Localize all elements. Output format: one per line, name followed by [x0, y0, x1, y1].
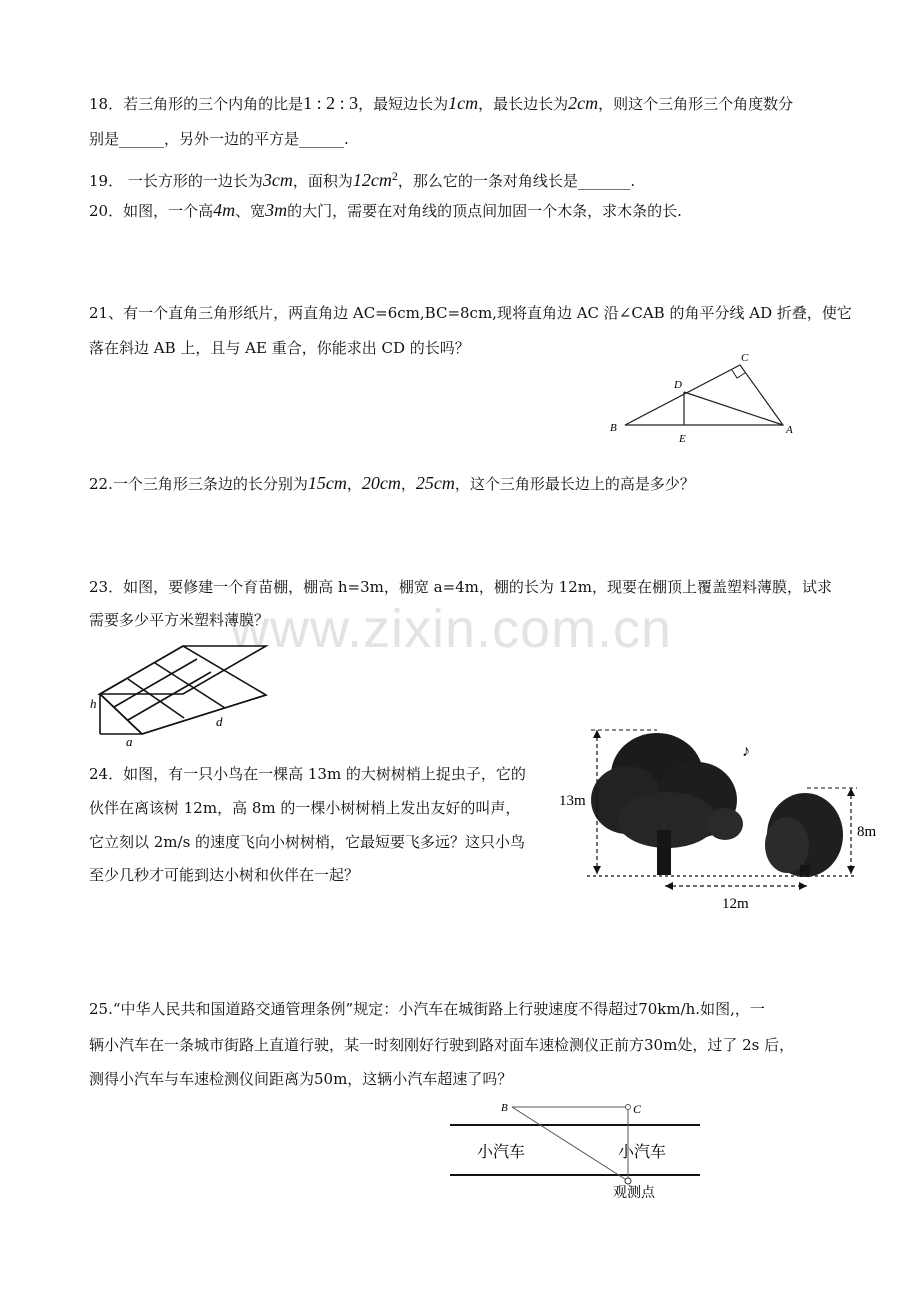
q21-right-angle-mark [732, 370, 745, 378]
q19-text-post: ，那么它的一条对角线长是_______. [397, 172, 636, 190]
q22-side-a: 15cm [307, 473, 347, 493]
q23-aux [183, 694, 266, 695]
q23-grid-line-2 [128, 672, 211, 720]
q19-area-exponent: 2 [391, 169, 398, 183]
arrow-up-icon [593, 730, 601, 738]
q25-line1: 25.“中华人民共和国道路交通管理条例”规定：小汽车在城街路上行驶速度不得超过70km/h.如图,，一 [89, 1000, 765, 1018]
q22-side-b: 20cm [361, 473, 401, 493]
label-13m: 13m [559, 793, 586, 809]
big-tree-icon [591, 733, 743, 875]
q22-side-c: 25cm [415, 473, 455, 493]
q22-sep1: ， [346, 475, 362, 493]
q18-ratio: 1 : 2 : 3 [303, 93, 359, 113]
q25-label-observation-point: 观测点 [613, 1186, 655, 1201]
q18-text-pre: 18．若三角形的三个内角的比是 [89, 95, 304, 113]
q22-text-post: ，这个三角形最长边上的高是多少？ [454, 475, 695, 493]
q21-label-C: C [741, 352, 749, 364]
arrow-down-icon-2 [847, 866, 855, 874]
q23-roof-outline [100, 646, 266, 734]
q25-label-C: C [633, 1102, 642, 1116]
q23-grid-line-1 [114, 659, 197, 707]
q20-text-pre: 20．如图，一个高 [89, 202, 214, 220]
q25-line2: 辆小汽车在一条城市街路上直道行驶，某一时刻刚好行驶到路对面车速检测仪正前方30m处，过了 2s 后， [89, 1036, 795, 1054]
q24-line3: 它立刻以 2m/s 的速度飞向小树树梢，它最短要飞多远？这只小鸟 [89, 833, 526, 851]
q19-line [89, 165, 635, 192]
q18-line2: 别是______，另外一边的平方是______. [89, 130, 349, 148]
q24-line1: 24．如图，有一只小鸟在一棵高 13m 的大树树梢上捉虫子，它的 [89, 765, 526, 783]
q20-text-mid: 、宽 [235, 202, 266, 220]
q23-aux2 [142, 646, 183, 734]
q23-grid-line-3 [128, 679, 184, 718]
segment-B-observer [512, 1107, 628, 1181]
q18-short-side: 1cm [448, 93, 479, 113]
q21-triangle-figure [600, 345, 800, 445]
small-tree-icon [765, 793, 843, 877]
q23-grid-line-4 [155, 663, 225, 708]
q23-roof-top [100, 646, 266, 694]
label-12m: 12m [722, 896, 749, 912]
q20-line [89, 199, 682, 222]
q24-trees-figure [557, 720, 887, 920]
arrow-down-icon [593, 866, 601, 874]
q25-road-figure [440, 1095, 710, 1210]
watermark: www.zixin.com.cn [230, 599, 673, 659]
q21-triangle [625, 365, 783, 425]
q25-label-B: B [501, 1102, 508, 1114]
q22-line [89, 472, 695, 495]
q20-width: 3m [265, 200, 288, 220]
q25-line3: 测得小汽车与车速检测仪间距离为50m，这辆小汽车超速了吗？ [89, 1070, 513, 1088]
q18-text-mid2: ，最长边长为 [478, 95, 569, 113]
q19-side: 3cm [262, 170, 293, 190]
arrow-left-icon [665, 882, 673, 890]
q19-text-mid: ，面积为 [292, 172, 353, 190]
q21-label-D: D [674, 379, 682, 391]
q23-label-a: a [126, 734, 133, 749]
q23-line2: 需要多少平方米塑料薄膜？ [89, 611, 270, 629]
q22-sep2: ， [400, 475, 416, 493]
q21-label-E: E [679, 433, 686, 445]
bird-icon: ♪ [742, 743, 750, 760]
q22-text-pre: 22.一个三角形三条边的长分别为 [89, 475, 308, 493]
q21-label-A: A [786, 424, 793, 436]
q18-text-mid1: ，最短边长为 [358, 95, 449, 113]
arrow-right-icon [799, 882, 807, 890]
q19-area: 12cm [352, 170, 392, 190]
q21-angle-bisector-AD [684, 392, 783, 425]
label-8m: 8m [857, 824, 877, 840]
q23-greenhouse-figure [88, 640, 278, 750]
q18-long-side: 2cm [568, 93, 599, 113]
q18-line1 [89, 92, 793, 115]
q20-height: 4m [213, 200, 236, 220]
q21-line2: 落在斜边 AB 上，且与 AE 重合，你能求出 CD 的长吗？ [89, 339, 470, 357]
q25-label-car2: 小汽车 [618, 1144, 667, 1161]
q18-text-post: ，则这个三角形三个角度数分 [598, 95, 794, 113]
q19-text-pre: 19． 一长方形的一边长为 [89, 172, 263, 190]
q23-label-d: d [216, 714, 223, 729]
q20-text-post: 的大门，需要在对角线的顶点间加固一个木条，求木条的长. [287, 202, 682, 220]
observer-point-icon [625, 1178, 631, 1184]
arrow-up-icon-2 [847, 788, 855, 796]
q24-line4: 至少几秒才可能到达小树和伙伴在一起？ [89, 866, 360, 884]
q23-line1: 23．如图，要修建一个育苗棚，棚高 h=3m，棚宽 a=4m，棚的长为 12m，现要在棚顶上覆盖塑料薄膜，试求 [89, 578, 832, 596]
q21-line1: 21、有一个直角三角形纸片，两直角边 AC=6cm,BC=8cm,现将直角边 AC 沿∠CAB 的角平分线 AD 折叠，使它 [89, 304, 852, 322]
q23-label-h: h [90, 696, 97, 711]
point-C [626, 1105, 631, 1110]
q21-label-B: B [610, 422, 617, 434]
q25-label-car1: 小汽车 [477, 1144, 526, 1161]
q24-line2: 伙伴在离该树 12m，高 8m 的一棵小树树梢上发出友好的叫声， [89, 799, 521, 817]
